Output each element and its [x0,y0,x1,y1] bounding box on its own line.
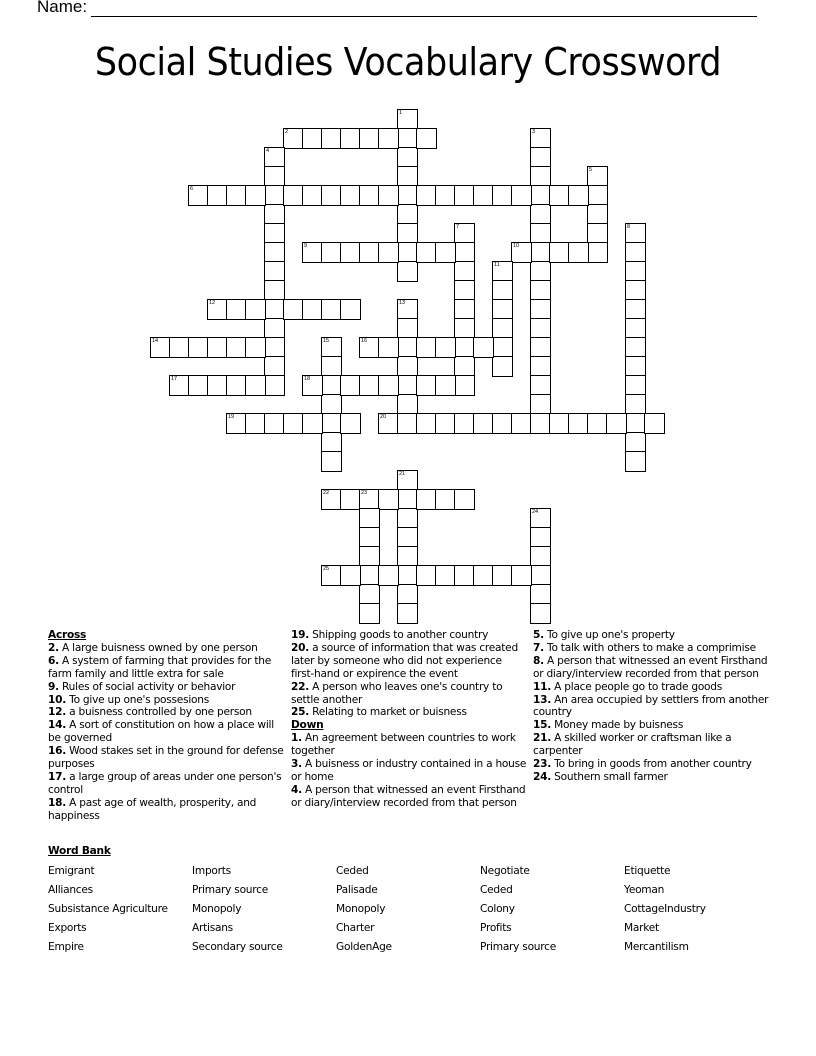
clue-number-label: 2 [285,129,289,135]
clue-number-label: 6 [190,186,194,192]
crossword-cell[interactable] [397,584,418,605]
crossword-cell[interactable] [283,299,304,320]
word-bank-row [48,902,768,921]
crossword-cell[interactable] [530,166,551,187]
crossword-cell[interactable] [397,356,418,377]
crossword-cell[interactable] [549,185,570,206]
word-bank-item: Ceded [480,884,513,896]
down-clue: 11. A place people go to trade goods [533,680,723,693]
crossword-cell[interactable] [188,185,209,206]
word-bank-item: Etiquette [624,865,671,877]
crossword-cell[interactable] [245,299,266,320]
crossword-cell[interactable] [530,356,551,377]
word-bank-item: Imports [192,865,231,877]
crossword-cell[interactable] [340,489,361,510]
crossword-cell[interactable] [226,413,247,434]
word-bank-item: Subsistance Agriculture [48,903,168,915]
crossword-cell[interactable] [264,318,285,339]
word-bank-item: Market [624,922,659,934]
crossword-cell[interactable] [625,394,646,415]
across-clue: 14. A sort of constitution on how a place will be governed [48,719,274,745]
crossword-cell[interactable] [530,204,551,225]
crossword-cell[interactable] [226,299,247,320]
down-clue: 24. Southern small farmer [533,770,668,783]
crossword-cell[interactable] [454,565,475,586]
crossword-cell[interactable] [530,128,551,149]
crossword-cell[interactable] [625,261,646,282]
down-clue: 7. To talk with others to make a comprimise [533,641,756,654]
clue-number-label: 23 [361,490,368,496]
clue-number-label: 25 [323,566,330,572]
crossword-cell[interactable] [530,318,551,339]
crossword-cell[interactable] [359,546,380,567]
crossword-cell[interactable] [530,584,551,605]
word-bank-item: Primary source [480,941,556,953]
crossword-cell[interactable] [416,242,437,263]
crossword-cell[interactable] [226,337,247,358]
crossword-cell[interactable] [264,413,285,434]
crossword-cell[interactable] [264,261,285,282]
crossword-cell[interactable] [340,128,361,149]
across-clue: 6. A system of farming that provides for the farm family and little extra for sale [48,654,271,680]
crossword-cell[interactable] [530,242,551,263]
word-bank-heading: Word Bank [48,845,111,857]
crossword-cell[interactable] [283,128,304,149]
across-clue: 16. Wood stakes set in the ground for defense purposes [48,745,284,771]
crossword-cell[interactable] [283,413,304,434]
word-bank-row [48,883,768,902]
crossword-cell[interactable] [492,318,513,339]
crossword-cell[interactable] [207,375,228,396]
crossword-cell[interactable] [492,356,513,377]
crossword-cell[interactable] [435,489,456,510]
crossword-cell[interactable] [454,375,475,396]
crossword-cell[interactable] [492,280,513,301]
down-clue: 1. An agreement between countries to work together [291,732,516,758]
word-bank-item: Profits [480,922,512,934]
clue-number-label: 16 [361,338,368,344]
crossword-cell[interactable] [397,223,418,244]
word-bank-item: Artisans [192,922,233,934]
crossword-cell[interactable] [511,565,532,586]
crossword-cell[interactable] [435,413,456,434]
word-bank-item: Negotiate [480,865,530,877]
crossword-cell[interactable] [530,223,551,244]
crossword-cell[interactable] [454,337,475,358]
crossword-cell[interactable] [625,242,646,263]
crossword-cell[interactable] [416,128,437,149]
crossword-cell[interactable] [454,413,475,434]
word-bank-item: Empire [48,941,84,953]
crossword-cell[interactable] [169,375,190,396]
crossword-cell[interactable] [625,375,646,396]
crossword-cell[interactable] [397,204,418,225]
crossword-cell[interactable] [302,375,323,396]
crossword-cell[interactable] [397,508,418,529]
crossword-cell[interactable] [435,242,456,263]
crossword-cell[interactable] [378,565,399,586]
across-clue: 10. To give up one's possesions [48,693,210,706]
crossword-cell[interactable] [340,375,361,396]
crossword-cell[interactable] [359,128,380,149]
crossword-cell[interactable] [568,185,589,206]
crossword-cell[interactable] [397,166,418,187]
crossword-cell[interactable] [397,489,418,510]
crossword-cell[interactable] [264,356,285,377]
crossword-cell[interactable] [416,565,437,586]
crossword-cell[interactable] [511,242,532,263]
crossword-cell[interactable] [492,299,513,320]
across-clue: 18. A past age of wealth, prosperity, and happiness [48,796,257,822]
crossword-cell[interactable] [625,451,646,472]
crossword-cell[interactable] [587,242,608,263]
clue-number-label: 4 [266,148,270,154]
crossword-cell[interactable] [530,299,551,320]
crossword-cell[interactable] [416,185,437,206]
crossword-cell[interactable] [530,546,551,567]
crossword-cell[interactable] [321,185,342,206]
crossword-cell[interactable] [625,318,646,339]
crossword-cell[interactable] [530,375,551,396]
word-bank-item: Mercantilism [624,941,689,953]
clue-number-label: 21 [399,471,406,477]
crossword-cell[interactable] [435,565,456,586]
crossword-cell[interactable] [340,413,361,434]
crossword-cell[interactable] [492,337,513,358]
crossword-cell[interactable] [302,128,323,149]
crossword-cell[interactable] [321,242,342,263]
clues-column-2 [291,629,527,810]
word-bank-row [48,921,768,940]
crossword-cell[interactable] [378,413,399,434]
crossword-cell[interactable] [245,185,266,206]
clue-number-label: 24 [532,509,539,515]
crossword-cell[interactable] [454,489,475,510]
clue-number-label: 11 [494,262,500,268]
crossword-cell[interactable] [302,413,323,434]
crossword-cell[interactable] [511,185,532,206]
crossword-cell[interactable] [359,375,380,396]
crossword-cell[interactable] [378,185,399,206]
crossword-cell[interactable] [264,299,285,320]
crossword-cell[interactable] [264,223,285,244]
word-bank-item: Primary source [192,884,268,896]
word-bank-item: Colony [480,903,515,915]
crossword-cell[interactable] [378,489,399,510]
crossword-cell[interactable] [321,413,342,434]
word-bank-item: GoldenAge [336,941,392,953]
word-bank-item: Charter [336,922,375,934]
clue-number-label: 14 [152,338,159,344]
crossword-cell[interactable] [264,375,285,396]
crossword-cell[interactable] [397,261,418,282]
crossword-cell[interactable] [454,185,475,206]
crossword-cell[interactable] [492,565,513,586]
crossword-cell[interactable] [397,565,418,586]
clues-column-3 [533,629,773,784]
crossword-cell[interactable] [473,185,494,206]
word-bank-item: Alliances [48,884,93,896]
crossword-cell[interactable] [321,356,342,377]
crossword-cell[interactable] [397,147,418,168]
crossword-cell[interactable] [397,128,418,149]
crossword-cell[interactable] [625,432,646,453]
crossword-cell[interactable] [188,375,209,396]
crossword-cell[interactable] [397,337,418,358]
clues-column-1 [48,629,286,823]
crossword-cell[interactable] [340,185,361,206]
word-bank-item: Emigrant [48,865,95,877]
down-clue: 23. To bring in goods from another country [533,758,752,771]
crossword-cell[interactable] [530,413,551,434]
crossword-cell[interactable] [454,280,475,301]
crossword-cell[interactable] [435,337,456,358]
clue-number-label: 12 [209,300,216,306]
crossword-cell[interactable] [321,489,342,510]
crossword-cell[interactable] [264,337,285,358]
word-bank-item: Palisade [336,884,378,896]
across-clue: 9. Rules of social activity or behavior [48,680,236,693]
crossword-cell[interactable] [397,375,418,396]
crossword-cell[interactable] [625,299,646,320]
crossword-cell[interactable] [625,223,646,244]
clue-number-label: 8 [627,224,631,230]
down-heading: Down [291,719,324,732]
crossword-cell[interactable] [454,299,475,320]
crossword-cell[interactable] [397,546,418,567]
crossword-cell[interactable] [530,565,551,586]
crossword-cell[interactable] [473,565,494,586]
across-clue: 17. a large group of areas under one person's control [48,770,282,796]
crossword-cell[interactable] [397,185,418,206]
clue-number-label: 1 [399,110,403,116]
crossword-cell[interactable] [359,527,380,548]
crossword-cell[interactable] [321,337,342,358]
crossword-cell[interactable] [264,147,285,168]
crossword-cell[interactable] [473,413,494,434]
crossword-cell[interactable] [530,527,551,548]
crossword-cell[interactable] [435,375,456,396]
crossword-cell[interactable] [340,299,361,320]
crossword-cell[interactable] [568,413,589,434]
across-heading: Across [48,629,87,641]
crossword-cell[interactable] [264,185,285,206]
crossword-cell[interactable] [397,318,418,339]
crossword-cell[interactable] [530,603,551,624]
crossword-cell[interactable] [492,261,513,282]
crossword-cell[interactable] [397,394,418,415]
crossword-cell[interactable] [416,375,437,396]
crossword-cell[interactable] [454,242,475,263]
crossword-cell[interactable] [625,280,646,301]
clue-number-label: 5 [589,167,593,173]
clue-number-label: 3 [532,129,536,135]
across-clue: 19. Shipping goods to another country [291,629,489,641]
crossword-cell[interactable] [530,185,551,206]
word-bank-item: Ceded [336,865,369,877]
crossword-cell[interactable] [378,242,399,263]
crossword-cell[interactable] [359,508,380,529]
crossword-cell[interactable] [188,337,209,358]
crossword-cell[interactable] [207,185,228,206]
crossword-cell[interactable] [644,413,665,434]
word-bank-item: Monopoly [192,903,242,915]
clue-number-label: 19 [228,414,235,420]
word-bank-row [48,864,768,883]
crossword-cell[interactable] [416,337,437,358]
crossword-cell[interactable] [454,356,475,377]
crossword-cell[interactable] [302,185,323,206]
word-bank-item: Exports [48,922,87,934]
crossword-cell[interactable] [359,185,380,206]
crossword-cell[interactable] [568,242,589,263]
down-clue: 4. A person that witnessed an event Firsthand or diary/interview recorded from that person [291,783,526,809]
clue-number-label: 22 [323,490,330,496]
crossword-cell[interactable] [321,128,342,149]
crossword-cell[interactable] [359,565,380,586]
crossword-cell[interactable] [530,280,551,301]
crossword-cell[interactable] [302,242,323,263]
crossword-cell[interactable] [302,299,323,320]
crossword-cell[interactable] [169,337,190,358]
crossword-cell[interactable] [245,375,266,396]
crossword-cell[interactable] [378,128,399,149]
clue-number-label: 18 [304,376,311,382]
crossword-cell[interactable] [378,337,399,358]
crossword-cell[interactable] [397,109,418,130]
crossword-cell[interactable] [359,337,380,358]
crossword-cell[interactable] [264,166,285,187]
crossword-grid [151,110,665,624]
crossword-cell[interactable] [587,413,608,434]
name-blank-line[interactable] [91,1,757,17]
clue-number-label: 17 [171,376,178,382]
crossword-cell[interactable] [454,318,475,339]
crossword-cell[interactable] [606,413,627,434]
page-title: Social Studies Vocabulary Crossword [94,40,722,84]
crossword-cell[interactable] [359,242,380,263]
across-clue: 12. a buisness controlled by one person [48,706,252,719]
name-field [37,0,757,17]
crossword-cell[interactable] [530,394,551,415]
across-clue: 20. a source of information that was created later by someone who did not experience first-hand or expirence the event [291,641,518,680]
crossword-cell[interactable] [283,185,304,206]
crossword-cell[interactable] [454,223,475,244]
clue-number-label: 13 [399,300,406,306]
down-clue: 21. A skilled worker or craftsman like a carpenter [533,732,732,758]
clue-number-label: 9 [304,243,308,249]
down-clue: 5. To give up one's property [533,629,675,641]
crossword-cell[interactable] [587,223,608,244]
crossword-cell[interactable] [378,375,399,396]
crossword-cell[interactable] [625,337,646,358]
crossword-cell[interactable] [492,413,513,434]
crossword-cell[interactable] [549,413,570,434]
crossword-cell[interactable] [397,470,418,491]
crossword-cell[interactable] [397,299,418,320]
down-clue: 13. An area occupied by settlers from another country [533,693,769,719]
crossword-cell[interactable] [435,185,456,206]
word-bank-row [48,940,768,959]
crossword-cell[interactable] [321,451,342,472]
crossword-cell[interactable] [549,242,570,263]
across-clue: 25. Relating to market or buisness [291,706,467,719]
crossword-cell[interactable] [321,432,342,453]
crossword-cell[interactable] [359,489,380,510]
crossword-cell[interactable] [530,508,551,529]
clue-number-label: 7 [456,224,460,230]
crossword-cell[interactable] [397,242,418,263]
crossword-cell[interactable] [416,489,437,510]
clue-number-label: 20 [380,414,387,420]
down-clue: 8. A person that witnessed an event Firsthand or diary/interview recorded from that person [533,654,768,680]
crossword-cell[interactable] [511,413,532,434]
crossword-cell[interactable] [587,185,608,206]
crossword-cell[interactable] [340,565,361,586]
crossword-cell[interactable] [530,147,551,168]
crossword-cell[interactable] [397,527,418,548]
word-bank-item: CottageIndustry [624,903,706,915]
crossword-cell[interactable] [321,375,342,396]
crossword-cell[interactable] [264,204,285,225]
crossword-cell[interactable] [454,261,475,282]
crossword-cell[interactable] [587,204,608,225]
word-bank [48,864,768,959]
down-clue: 3. A buisness or industry contained in a house or home [291,758,527,783]
clue-number-label: 10 [513,243,520,249]
crossword-cell[interactable] [473,337,494,358]
crossword-cell[interactable] [416,413,437,434]
crossword-cell[interactable] [226,375,247,396]
word-bank-item: Secondary source [192,941,283,953]
crossword-cell[interactable] [587,166,608,187]
crossword-cell[interactable] [359,603,380,624]
crossword-cell[interactable] [625,413,646,434]
crossword-cell[interactable] [321,565,342,586]
crossword-cell[interactable] [340,242,361,263]
crossword-cell[interactable] [321,299,342,320]
crossword-cell[interactable] [226,185,247,206]
crossword-cell[interactable] [530,261,551,282]
crossword-cell[interactable] [207,337,228,358]
crossword-cell[interactable] [359,584,380,605]
crossword-cell[interactable] [397,603,418,624]
across-clue: 22. A person who leaves one's country to settle another [291,680,503,706]
crossword-cell[interactable] [397,413,418,434]
crossword-cell[interactable] [530,337,551,358]
crossword-cell[interactable] [625,356,646,377]
crossword-cell[interactable] [245,413,266,434]
crossword-cell[interactable] [264,242,285,263]
down-clue: 15. Money made by buisness [533,719,684,732]
name-label: Name: [37,0,88,16]
word-bank-item: Yeoman [624,884,665,896]
across-clue: 2. A large buisness owned by one person [48,641,258,654]
word-bank-item: Monopoly [336,903,386,915]
crossword-cell[interactable] [264,280,285,301]
crossword-cell[interactable] [321,394,342,415]
crossword-cell[interactable] [492,185,513,206]
crossword-cell[interactable] [150,337,171,358]
clue-number-label: 15 [323,338,330,344]
crossword-cell[interactable] [245,337,266,358]
crossword-cell[interactable] [207,299,228,320]
